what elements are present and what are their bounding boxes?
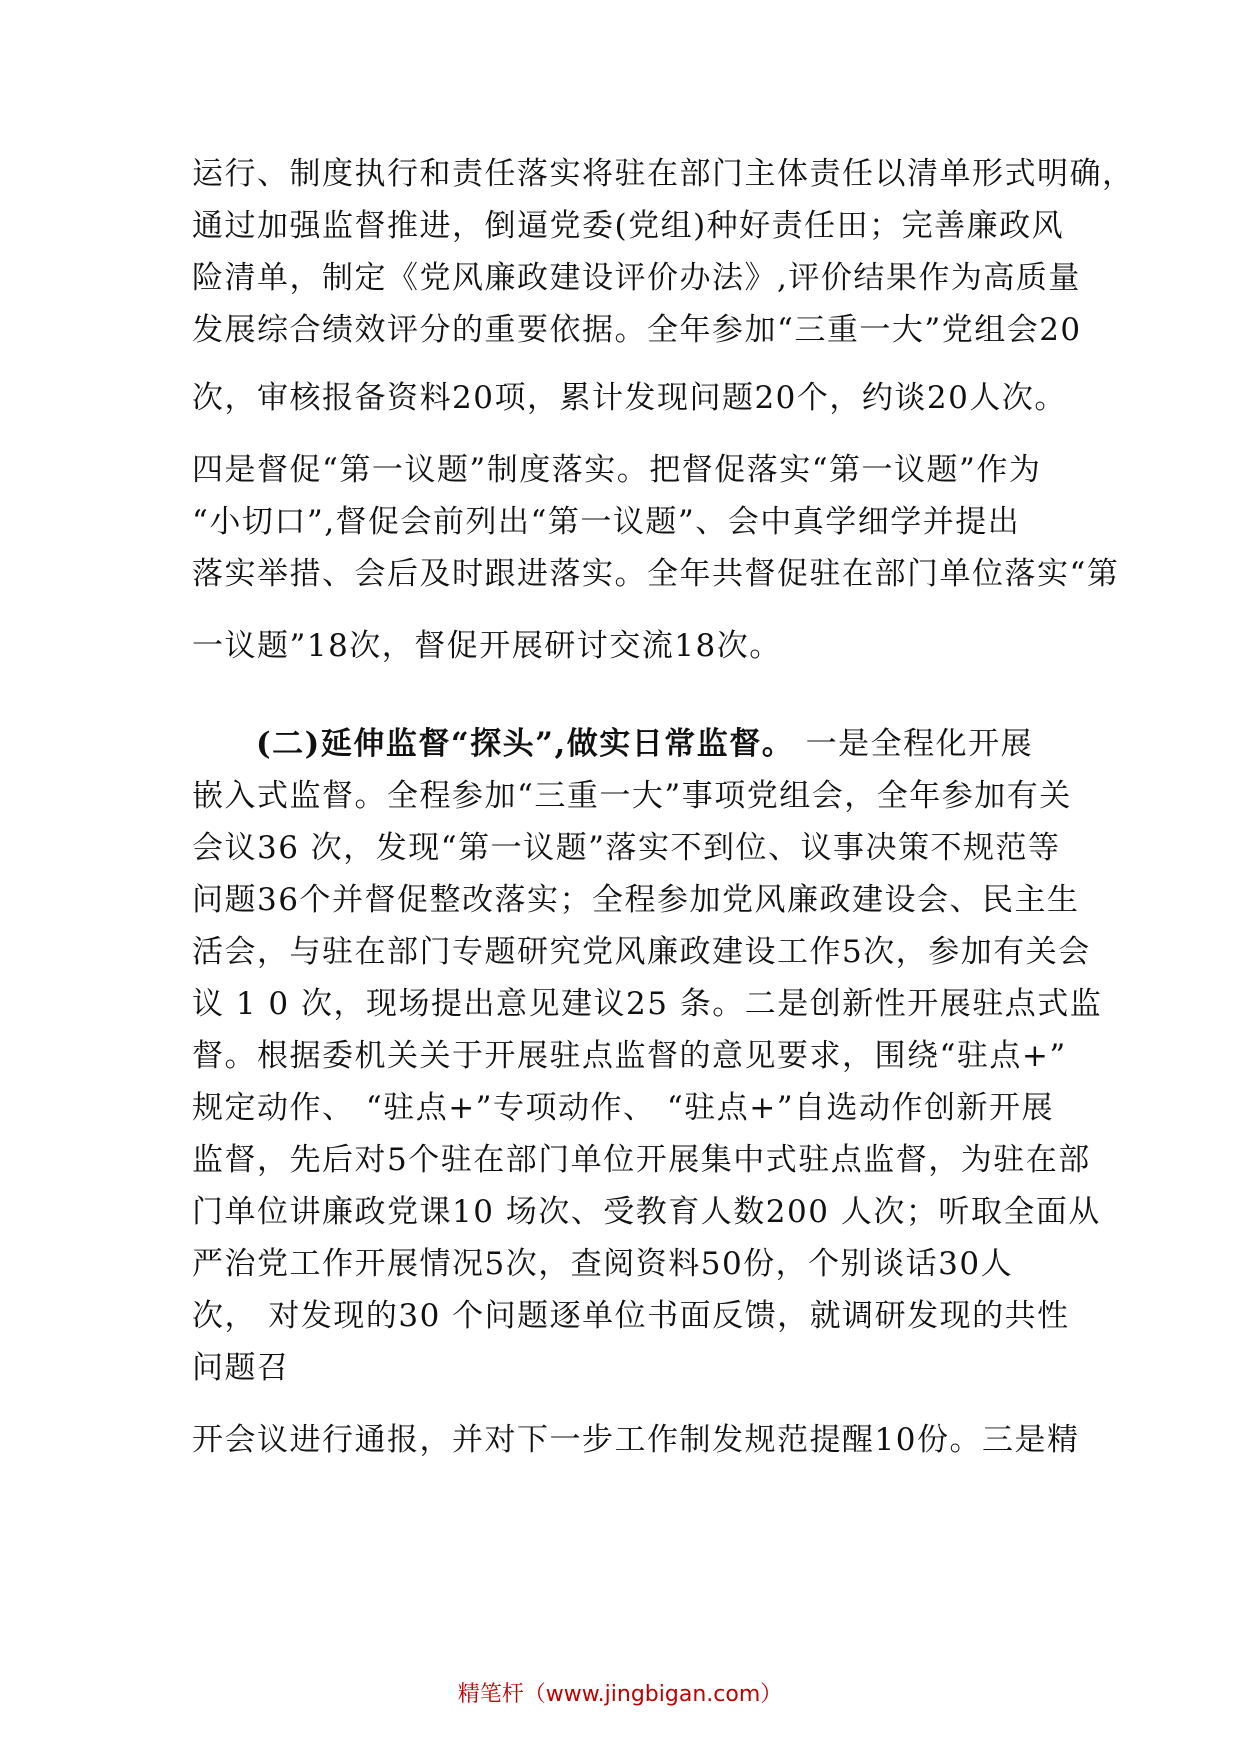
paragraph-line: 开会议进行通报，并对下一步工作制发规范提醒10份。三是精: [192, 1422, 1080, 1458]
paragraph-line: 通过加强监督推进，倒逼党委(党组)种好责任田；完善廉政风: [192, 208, 1065, 244]
paragraph-line: 运行、制度执行和责任落实将驻在部门主体责任以清单形式明确，: [192, 156, 1135, 192]
page-footer-watermark: 精笔杆（www.jingbigan.com）: [457, 1682, 783, 1707]
paragraph-line: 落实举措、会后及时跟进落实。全年共督促驻在部门单位落实“第: [192, 556, 1120, 592]
paragraph-line: 会议36 次，发现“第一议题”落实不到位、议事决策不规范等: [192, 830, 1061, 866]
paragraph-line: 问题召: [192, 1350, 290, 1386]
section-heading: (二)延伸监督“探头”,做实日常监督。: [256, 726, 795, 762]
paragraph-line: 议 1 0 次，现场提出意见建议25 条。二是创新性开展驻点式监: [192, 986, 1103, 1022]
paragraph-line: 次，审核报备资料20项，累计发现问题20个，约谈20人次。: [192, 380, 1067, 416]
section-lead-text: 一是全程化开展: [794, 726, 1034, 762]
paragraph-line: 活会，与驻在部门专题研究党风廉政建设工作5次，参加有关会: [192, 934, 1091, 970]
paragraph-line: 发展综合绩效评分的重要依据。全年参加“三重一大”党组会20: [192, 312, 1082, 348]
paragraph-line: 监督，先后对5个驻在部门单位开展集中式驻点监督，为驻在部: [192, 1142, 1091, 1178]
paragraph-line: 嵌入式监督。全程参加“三重一大”事项党组会，全年参加有关: [192, 778, 1072, 814]
paragraph-line: 严治党工作开展情况5次，查阅资料50份，个别谈话30人: [192, 1246, 1014, 1282]
paragraph-line: 险清单，制定《党风廉政建设评价办法》,评价结果作为高质量: [192, 260, 1081, 296]
paragraph-line: 规定动作、 “驻点+”专项动作、 “驻点+”自选动作创新开展: [192, 1090, 1055, 1126]
paragraph-line: 次， 对发现的30 个问题逐单位书面反馈，就调研发现的共性: [192, 1298, 1070, 1334]
paragraph-line: “小切口”,督促会前列出“第一议题”、会中真学细学并提出: [192, 504, 1021, 540]
paragraph-line: 督。根据委机关关于开展驻点监督的意见要求，围绕“驻点+”: [192, 1038, 1067, 1074]
section-heading-line: [256, 724, 1033, 764]
paragraph-line: 门单位讲廉政党课10 场次、受教育人数200 人次；听取全面从: [192, 1194, 1101, 1230]
paragraph-line: 四是督促“第一议题”制度落实。把督促落实“第一议题”作为: [192, 452, 1042, 488]
paragraph-line: 一议题”18次，督促开展研讨交流18次。: [192, 628, 782, 664]
paragraph-line: 问题36个并督促整改落实；全程参加党风廉政建设会、民主生: [192, 882, 1080, 918]
